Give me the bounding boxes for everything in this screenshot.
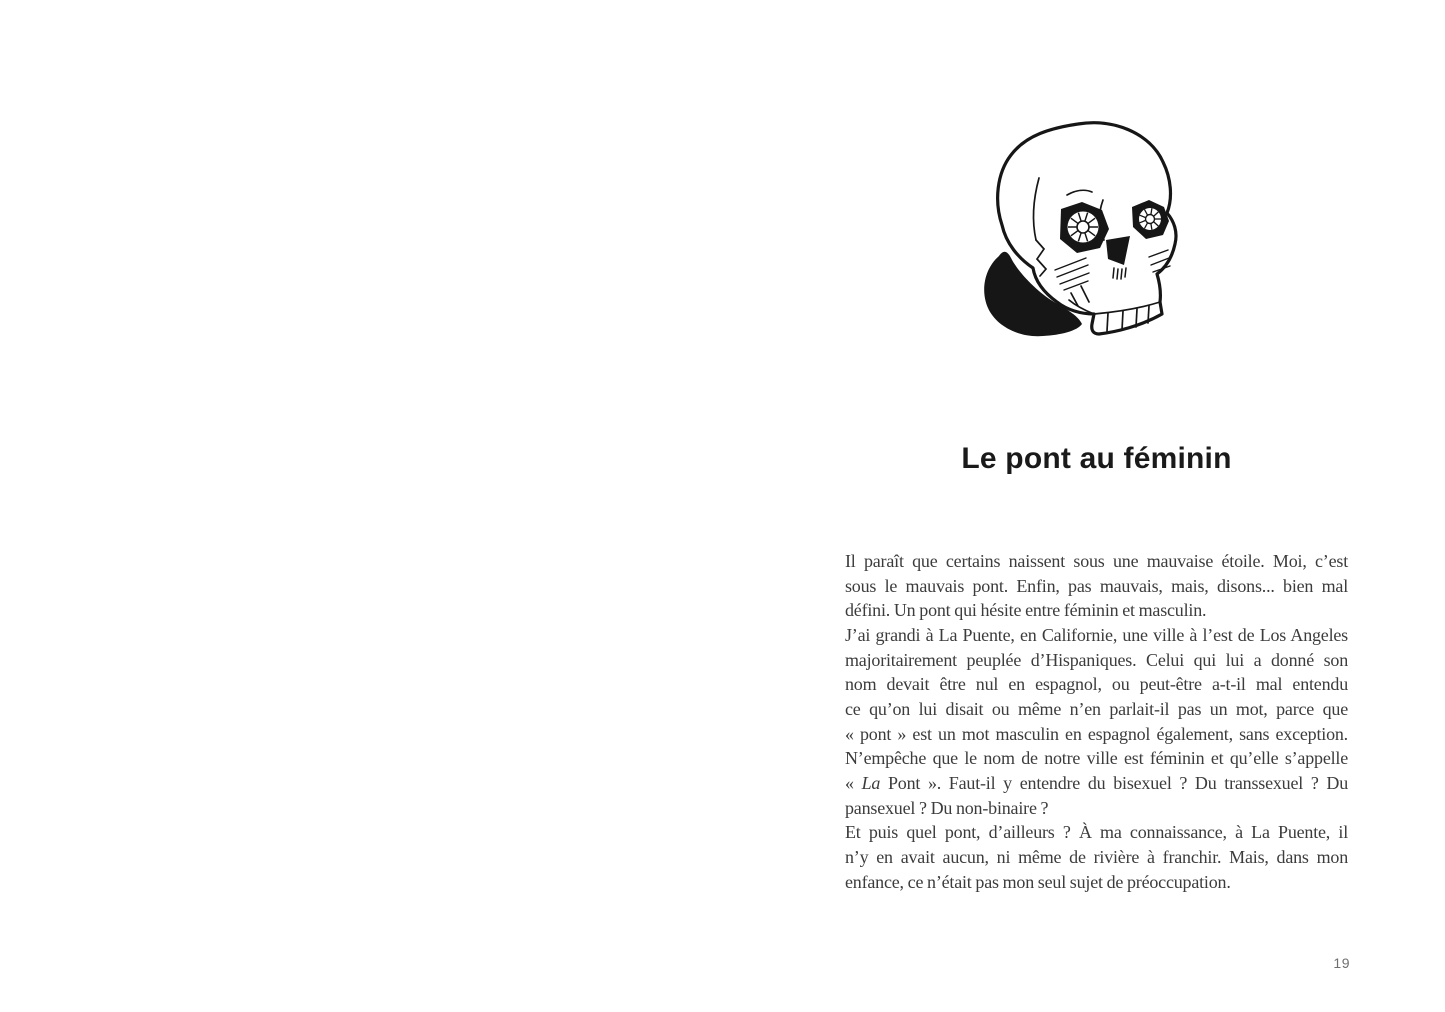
skull-svg (981, 118, 1183, 342)
body-line: Il paraît que certains naissent sous une mauvaise étoile. Moi, c’est (845, 551, 1348, 571)
body-line: pansexuel ? Du non-binaire ? (845, 797, 1049, 818)
skull-illustration (981, 118, 1183, 342)
body-line: « pont » est un mot masculin en espagnol également, sans exception. (845, 723, 1348, 744)
body-line: N’empêche que le nom de notre ville est féminin et qu’elle s’appelle (845, 748, 1348, 769)
body-text (845, 549, 1348, 894)
page-number: 19 (1333, 955, 1350, 971)
body-line: « La Pont ». Faut-il y entendre du bisexuel ? Du transsexuel ? Du (845, 772, 1348, 793)
body-line: J’ai grandi à La Puente, en Californie, une ville à l’est de Los Angeles (845, 624, 1348, 645)
chapter-title: Le pont au féminin (961, 442, 1232, 475)
body-line: majoritairement peuplée d’Hispaniques. Celui qui lui a donné son (845, 649, 1348, 670)
body-line: défini. Un pont qui hésite entre féminin et masculin. (845, 600, 1207, 621)
body-line: n’y en avait aucun, ni même de rivière à franchir. Mais, dans mon (845, 846, 1348, 867)
body-line: enfance, ce n’était pas mon seul sujet de préoccupation. (845, 871, 1231, 892)
body-line: ce qu’on lui disait ou même n’en parlait-il pas un mot, parce que (845, 698, 1348, 719)
body-line: nom devait être nul en espagnol, ou peut-être a-t-il mal entendu (845, 674, 1348, 695)
body-line: sous le mauvais pont. Enfin, pas mauvais, mais, disons... bien mal (845, 575, 1348, 596)
body-line: Et puis quel pont, d’ailleurs ? À ma connaissance, à La Puente, il (845, 822, 1348, 843)
